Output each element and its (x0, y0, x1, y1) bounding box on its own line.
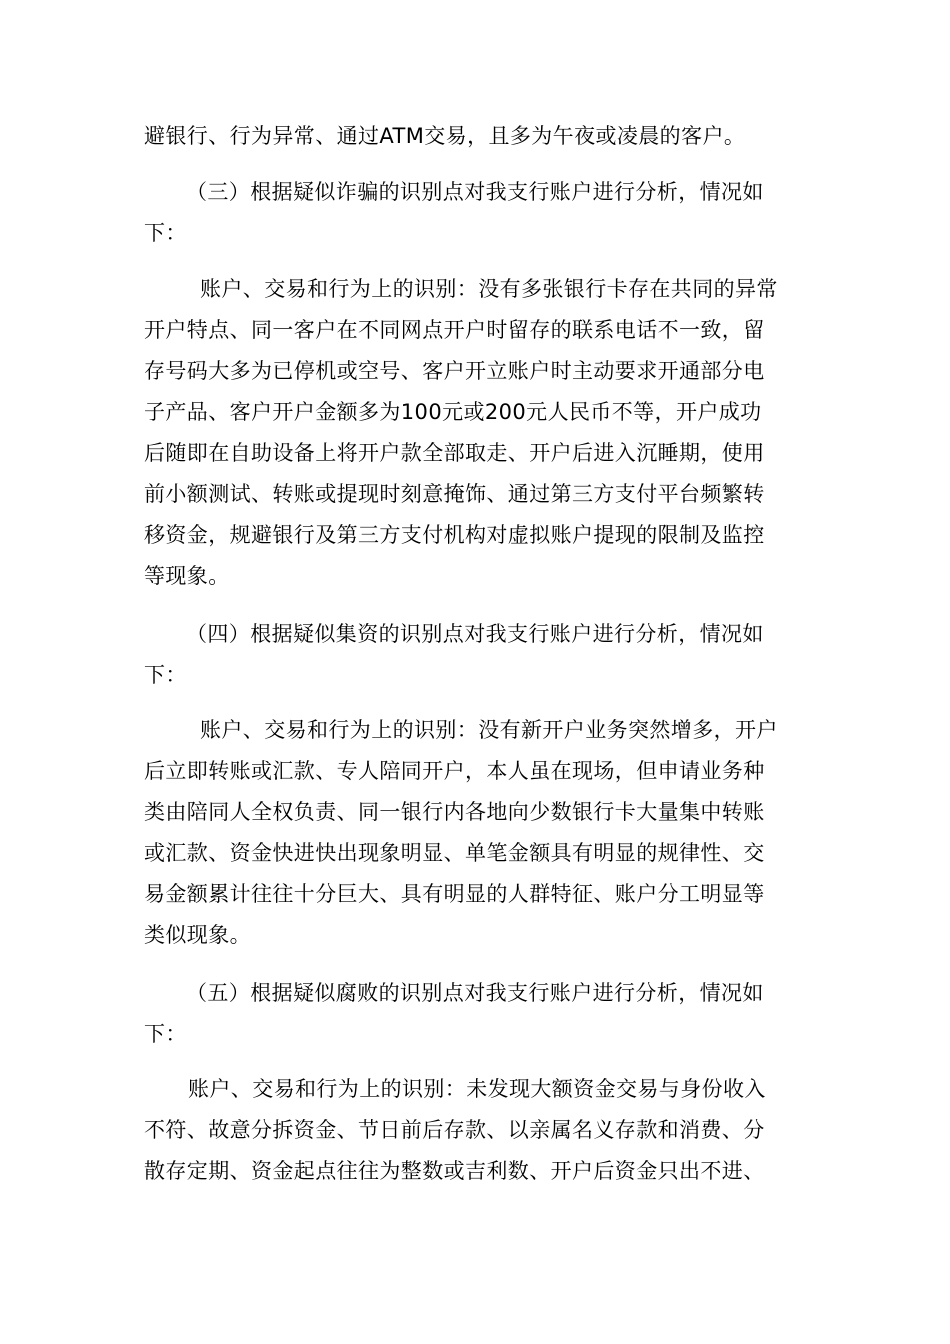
text-line: （五）根据疑似腐败的识别点对我支行账户进行分析，情况如 (186, 981, 764, 1005)
text-line: 易金额累计往往十分巨大、具有明显的人群特征、账户分工明显等 (144, 882, 765, 906)
text-line: 开户特点、同一客户在不同网点开户时留存的联系电话不一致，留 (144, 318, 765, 342)
text-line: 下： (144, 663, 187, 687)
text-line: 子产品、客户开户金额多为100元或200元人民币不等，开户成功 (144, 400, 762, 424)
paragraph-fraud-identification (144, 269, 808, 597)
text-line: 账户、交易和行为上的识别：未发现大额资金交易与身份收入 (188, 1077, 766, 1101)
paragraph-fundraising-identification (144, 710, 808, 956)
text-line: 账户、交易和行为上的识别：没有多张银行卡存在共同的异常 (200, 277, 778, 301)
section-heading-3 (144, 172, 808, 254)
text-line: 或汇款、资金快进快出现象明显、单笔金额具有明显的规律性、交 (144, 841, 765, 865)
text-line: 不符、故意分拆资金、节日前后存款、以亲属名义存款和消费、分 (144, 1118, 765, 1142)
continuation-paragraph (144, 116, 808, 157)
text-line: 移资金，规避银行及第三方支付机构对虚拟账户提现的限制及监控 (144, 523, 765, 547)
text-line: 存号码大多为已停机或空号、客户开立账户时主动要求开通部分电 (144, 359, 765, 383)
text-line: 等现象。 (144, 564, 230, 588)
text-line: （四）根据疑似集资的识别点对我支行账户进行分析，情况如 (186, 622, 764, 646)
text-line: 后立即转账或汇款、专人陪同开户，本人虽在现场，但申请业务种 (144, 759, 765, 783)
text-line: 避银行、行为异常、通过ATM交易，且多为午夜或凌晨的客户。 (144, 124, 746, 148)
section-heading-4 (144, 614, 808, 696)
text-line: 下： (144, 221, 187, 245)
text-line: 散存定期、资金起点往往为整数或吉利数、开户后资金只出不进、 (144, 1159, 765, 1183)
text-line: 下： (144, 1022, 187, 1046)
paragraph-corruption-identification (144, 1069, 808, 1192)
text-line: 类似现象。 (144, 923, 251, 947)
text-line: 账户、交易和行为上的识别：没有新开户业务突然增多，开户 (200, 718, 778, 742)
text-line: （三）根据疑似诈骗的识别点对我支行账户进行分析，情况如 (186, 180, 764, 204)
section-heading-5 (144, 973, 808, 1055)
text-line: 后随即在自助设备上将开户款全部取走、开户后进入沉睡期，使用 (144, 441, 765, 465)
text-line: 类由陪同人全权负责、同一银行内各地向少数银行卡大量集中转账 (144, 800, 765, 824)
text-line: 前小额测试、转账或提现时刻意掩饰、通过第三方支付平台频繁转 (144, 482, 765, 506)
